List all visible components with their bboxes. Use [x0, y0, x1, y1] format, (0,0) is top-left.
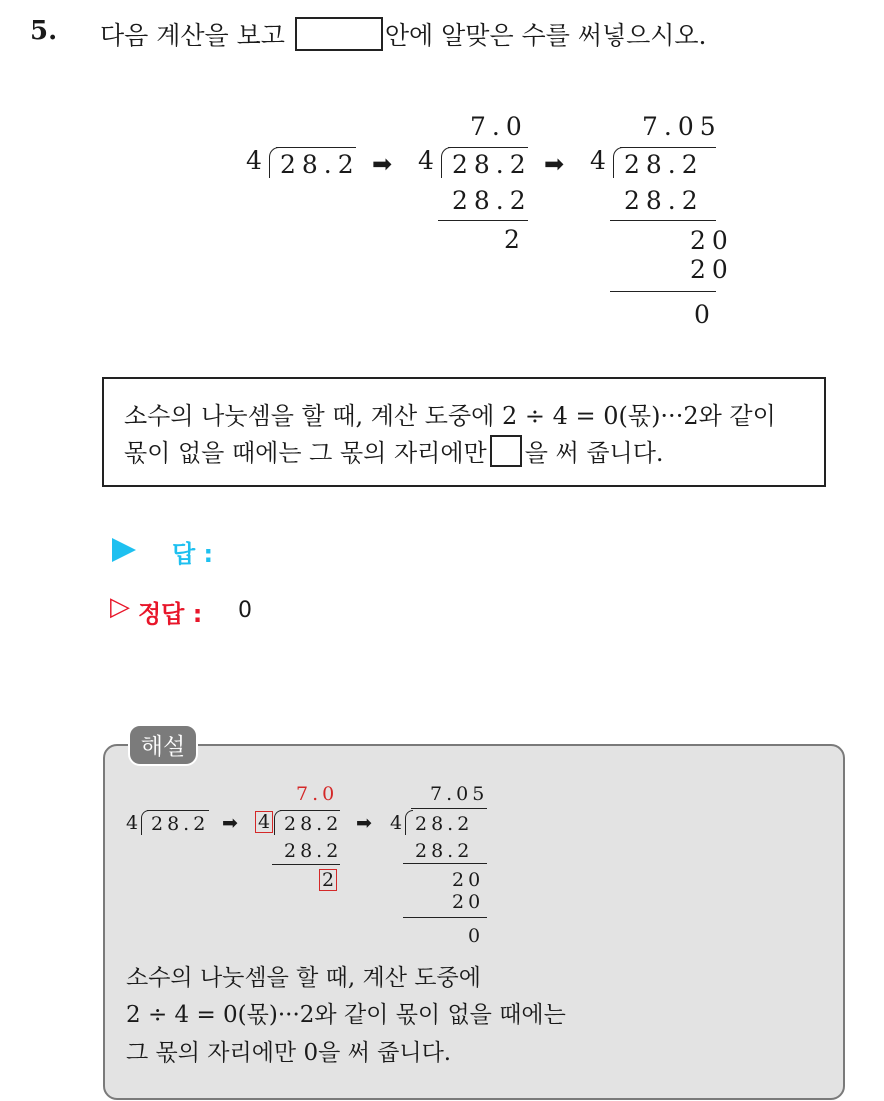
step3-remainder2: 0	[694, 300, 710, 329]
expl-step3-remainder2: 0	[468, 925, 481, 947]
answer-arrow-icon	[112, 538, 136, 562]
hint-line-2	[124, 433, 664, 468]
step2-rule	[438, 220, 528, 221]
explanation-tab: 해설	[128, 724, 198, 766]
expl-step1-divisor: 4	[126, 812, 139, 834]
arrow-right-icon: ➡	[222, 812, 238, 834]
expl-step3-rule2	[403, 917, 487, 918]
expl-step3-subtract2: 20	[452, 891, 485, 913]
expl-step2-bracket	[274, 810, 282, 835]
step2-divisor: 4	[418, 146, 434, 175]
arrow-right-icon: ➡	[356, 812, 372, 834]
expl-step3-bracket	[405, 810, 413, 835]
correct-label: 정답 :	[138, 600, 203, 628]
step2-bracket	[441, 147, 452, 178]
correct-value: 0	[238, 598, 252, 623]
step2-quotient: 7.0	[470, 112, 528, 141]
expl-step3-vinculum	[411, 808, 487, 809]
expl-step3-quotient: 7.05	[430, 783, 489, 805]
answer-label: 답 :	[172, 540, 214, 568]
explanation-line-1: 소수의 나눗셈을 할 때, 계산 도중에	[126, 965, 481, 991]
correct-arrow-icon: ▷	[110, 592, 130, 622]
arrow-right-icon: ➡	[544, 150, 565, 178]
step3-subtract1: 28.2	[624, 186, 704, 215]
question-number: 5.	[30, 16, 58, 46]
step1-bracket	[269, 147, 280, 178]
explanation-line-3: 그 몫의 자리에만 0을 써 줍니다.	[126, 1040, 452, 1066]
step1-divisor: 4	[246, 146, 262, 175]
answer-blank-box	[295, 17, 383, 51]
step3-quotient: 7.05	[642, 112, 722, 141]
expl-step3-divisor: 4	[390, 812, 403, 834]
step3-bracket	[613, 147, 624, 178]
expl-step2-divisor: 4	[258, 811, 271, 833]
expl-step1-vinculum	[147, 810, 209, 811]
step2-dividend: 28.2	[452, 150, 532, 179]
step3-divisor: 4	[590, 146, 606, 175]
step1-vinculum	[276, 147, 356, 148]
question-text-after: 안에 알맞은 수를 써넣으시오.	[384, 21, 707, 50]
step3-rule2	[610, 291, 716, 292]
question-text-before: 다음 계산을 보고	[100, 21, 285, 50]
step3-subtract2: 20	[690, 255, 734, 284]
step2-subtract: 28.2	[452, 186, 532, 215]
expl-step2-dividend: 28.2	[284, 813, 343, 835]
arrow-right-icon: ➡	[372, 150, 393, 178]
expl-step1-dividend: 28.2	[151, 813, 210, 835]
step3-rule1	[610, 220, 716, 221]
hint-line-1: 소수의 나눗셈을 할 때, 계산 도중에 2 ÷ 4 = 0(몫)···2와 같이	[124, 402, 776, 430]
expl-step3-remainder1: 20	[452, 869, 485, 891]
hint-line-2-before: 몫이 없을 때에는 그 몫의 자리에만	[124, 439, 487, 467]
hint-blank-box	[490, 435, 522, 467]
step2-vinculum	[448, 147, 528, 148]
step2-remainder: 2	[504, 225, 520, 254]
expl-step2-quotient: 7.0	[296, 783, 339, 805]
hint-box	[102, 377, 826, 487]
step3-remainder1: 20	[690, 226, 734, 255]
expl-step2-vinculum	[280, 810, 340, 811]
expl-step1-bracket	[141, 810, 149, 835]
expl-step2-rule	[272, 864, 340, 865]
expl-step2-remainder: 2	[322, 869, 335, 891]
explanation-line-2: 2 ÷ 4 = 0(몫)···2와 같이 몫이 없을 때에는	[126, 1002, 566, 1028]
expl-step3-dividend: 28.2	[415, 813, 474, 835]
question-text	[100, 16, 707, 52]
hint-line-2-after: 을 써 줍니다.	[524, 439, 664, 467]
expl-step3-rule1	[403, 863, 487, 864]
step3-dividend: 28.2	[624, 150, 704, 179]
step3-vinculum	[620, 147, 716, 148]
expl-step3-subtract1: 28.2	[415, 840, 474, 862]
step1-dividend: 28.2	[280, 150, 360, 179]
expl-step2-subtract: 28.2	[284, 840, 343, 862]
